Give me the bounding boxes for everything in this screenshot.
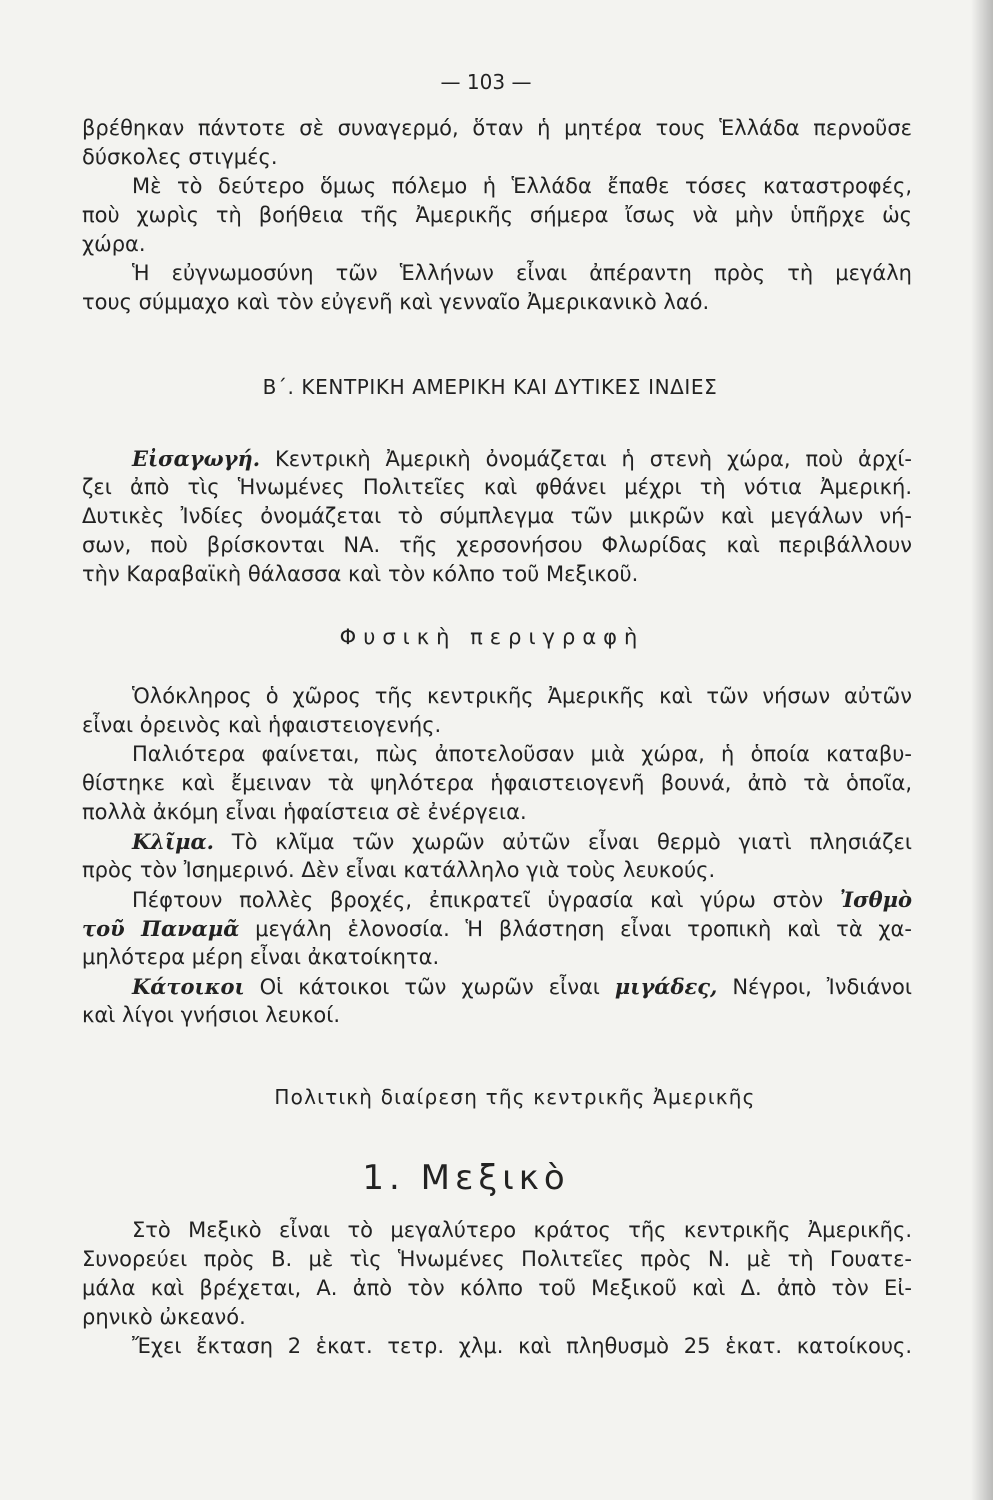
paragraph-line: τὴν Καραβαϊκὴ θάλασσα καὶ τὸν κόλπο τοῦ Μεξικοῦ. [82,562,639,586]
section-heading: Β΄. ΚΕΝΤΡΙΚΗ ΑΜΕΡΙΚΗ ΚΑΙ ΔΥΤΙΚΕΣ ΙΝΔΙΕΣ [262,375,718,399]
paragraph-line: σων, ποὺ βρίσκονται ΝΑ. τῆς χερσονήσου Φλωρίδας καὶ περιβάλλουν [82,533,912,557]
paragraph-line [82,444,912,473]
page-number: — 103 — [440,70,532,94]
term-label: Εἰσαγωγή. [132,446,261,471]
paragraph-line: μάλα καὶ βρέχεται, Α. ἀπὸ τὸν κόλπο τοῦ Μεξικοῦ καὶ Δ. ἀπὸ τὸν Εἰ- [82,1276,912,1300]
page-edge-shadow [971,0,993,1500]
place-name: τοῦ Παναμᾶ [82,916,240,941]
line-text: Οἱ κάτοικοι τῶν χωρῶν εἶναι [244,975,615,999]
emphasized-term: μιγάδες, [614,974,718,999]
term-label: Κλῖμα. [132,829,214,854]
subsection-heading: Φυσικὴ περιγραφὴ [339,625,645,649]
paragraph-line: μηλότερα μέρη εἶναι ἀκατοίκητα. [82,945,440,969]
line-text: Κεντρικὴ Ἀμερικὴ ὀνομάζεται ἡ στενὴ χώρα, ποὺ ἀρχί- [260,447,912,471]
paragraph-line [82,827,912,856]
paragraph-line: ζει ἀπὸ τὶς Ἡνωμένες Πολιτεῖες καὶ φθάνει μέχρι τὴ νότια Ἀμερική. [82,475,912,499]
paragraph-line: ρηνικὸ ὠκεανό. [82,1305,246,1329]
continuation-text [82,114,912,317]
paragraph-line: τους σύμμαχο καὶ τὸν εὐγενῆ καὶ γενναῖο Ἀμερικανικὸ λαό. [82,290,710,314]
paragraph-line [82,972,912,1001]
paragraph-line: Δυτικὲς Ἰνδίες ὀνομάζεται τὸ σύμπλεγμα τῶν μικρῶν καὶ μεγάλων νή- [82,504,912,528]
paragraph-line: χώρα. [82,232,146,256]
paragraph-line: ποὺ χωρὶς τὴ βοήθεια τῆς Ἀμερικῆς σήμερα ἴσως νὰ μὴν ὑπῆρχε ὡς [82,203,912,227]
physical-description [82,682,912,1030]
paragraph-line: καὶ λίγοι γνήσιοι λευκοί. [82,1003,341,1027]
paragraph-line: Ὁλόκληρος ὁ χῶρος τῆς κεντρικῆς Ἀμερικῆς καὶ τῶν νήσων αὐτῶν [132,684,912,708]
line-text: μεγάλη ἑλονοσία. Ἡ βλάστηση εἶναι τροπικὴ καὶ τὰ χα- [239,917,912,941]
intro-paragraph [82,444,912,589]
line-text: Νέγροι, Ἰνδιάνοι [717,975,912,999]
subsection-heading: Πολιτικὴ διαίρεση τῆς κεντρικῆς Ἀμερικῆς [274,1085,756,1109]
paragraph-line: θίστηκε καὶ ἔμειναν τὰ ψηλότερα ἡφαιστειογενῆ βουνά, ἀπὸ τὰ ὁποῖα, [82,771,912,795]
paragraph-line: Μὲ τὸ δεύτερο ὅμως πόλεμο ἡ Ἑλλάδα ἔπαθε τόσες καταστροφές, [132,174,912,198]
paragraph-line: πρὸς τὸν Ἰσημερινό. Δὲν εἶναι κατάλληλο γιὰ τοὺς λευκούς. [82,858,716,882]
paragraph-line: δύσκολες στιγμές. [82,145,278,169]
paragraph-line: Παλιότερα φαίνεται, πὼς ἀποτελοῦσαν μιὰ χώρα, ἡ ὁποία καταβυ- [132,742,912,766]
place-name: Ἰσθμὸ [839,887,912,912]
paragraph-line: βρέθηκαν πάντοτε σὲ συναγερμό, ὅταν ἡ μητέρα τους Ἑλλάδα περνοῦσε [82,116,912,140]
line-text: Τὸ κλῖμα τῶν χωρῶν αὐτῶν εἶναι θερμὸ γιατὶ πλησιάζει [213,830,912,854]
paragraph-line [82,914,912,943]
paragraph-line: πολλὰ ἀκόμη εἶναι ἡφαίστεια σὲ ἐνέργεια. [82,800,527,824]
paragraph-line: Συνορεύει πρὸς Β. μὲ τὶς Ἡνωμένες Πολιτεῖες πρὸς Ν. μὲ τὴ Γουατε- [82,1247,912,1271]
country-title: 1. Μεξικὸ [362,1158,570,1198]
line-text: Πέφτουν πολλὲς βροχές, ἐπικρατεῖ ὑγρασία καὶ γύρω στὸν [132,888,840,912]
term-label: Κάτοικοι [132,974,245,999]
paragraph-line: Ἔχει ἔκταση 2 ἑκατ. τετρ. χλμ. καὶ πληθυσμὸ 25 ἑκατ. κατοίκους. [132,1334,912,1358]
paragraph-line: Στὸ Μεξικὸ εἶναι τὸ μεγαλύτερο κράτος τῆς κεντρικῆς Ἀμερικῆς. [132,1218,912,1242]
paragraph-line: εἶναι ὀρεινὸς καὶ ἡφαιστειογενής. [82,713,442,737]
paragraph-line [82,885,912,914]
paragraph-line: Ἡ εὐγνωμοσύνη τῶν Ἑλλήνων εἶναι ἀπέραντη πρὸς τὴ μεγάλη [132,261,912,285]
mexico-text [82,1216,912,1361]
